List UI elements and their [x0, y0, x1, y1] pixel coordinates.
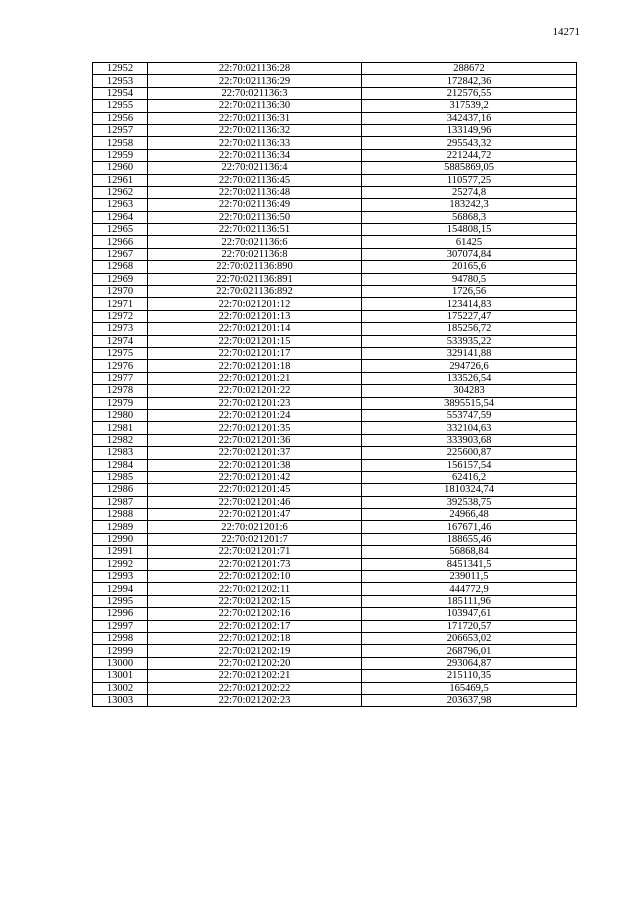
row-number-cell: 12980: [93, 409, 148, 421]
cadastral-number-cell: 22:70:021136:3: [148, 87, 362, 99]
table-row: [93, 595, 577, 607]
value-cell: 553747,59: [362, 409, 577, 421]
table-row: [93, 670, 577, 682]
row-number-cell: 12979: [93, 397, 148, 409]
row-number-cell: 12969: [93, 273, 148, 285]
cadastral-number-cell: 22:70:021136:48: [148, 186, 362, 198]
value-cell: 215110,35: [362, 670, 577, 682]
row-number-cell: 12964: [93, 211, 148, 223]
table-row: [93, 372, 577, 384]
value-cell: 293064,87: [362, 657, 577, 669]
table-row: [93, 471, 577, 483]
row-number-cell: 12965: [93, 224, 148, 236]
row-number-cell: 12972: [93, 310, 148, 322]
row-number-cell: 12997: [93, 620, 148, 632]
value-cell: 8451341,5: [362, 558, 577, 570]
row-number-cell: 13001: [93, 670, 148, 682]
table-row: [93, 385, 577, 397]
value-cell: 3895515,54: [362, 397, 577, 409]
cadastral-number-cell: 22:70:021201:12: [148, 298, 362, 310]
value-cell: 1810324,74: [362, 484, 577, 496]
value-cell: 172842,36: [362, 75, 577, 87]
row-number-cell: 12981: [93, 422, 148, 434]
page-number: 14271: [552, 26, 580, 38]
row-number-cell: 12966: [93, 236, 148, 248]
table-row: [93, 211, 577, 223]
row-number-cell: 12991: [93, 546, 148, 558]
value-cell: 20165,6: [362, 261, 577, 273]
row-number-cell: 13003: [93, 694, 148, 706]
cadastral-number-cell: 22:70:021201:18: [148, 360, 362, 372]
cadastral-number-cell: 22:70:021201:38: [148, 459, 362, 471]
value-cell: 175227,47: [362, 310, 577, 322]
table-row: [93, 199, 577, 211]
value-cell: 61425: [362, 236, 577, 248]
value-cell: 392538,75: [362, 496, 577, 508]
cadastral-number-cell: 22:70:021201:6: [148, 521, 362, 533]
cadastral-number-cell: 22:70:021201:17: [148, 347, 362, 359]
cadastral-number-cell: 22:70:021202:20: [148, 657, 362, 669]
value-cell: 165469,5: [362, 682, 577, 694]
value-cell: 167671,46: [362, 521, 577, 533]
table-row: [93, 224, 577, 236]
value-cell: 288672: [362, 63, 577, 75]
row-number-cell: 12989: [93, 521, 148, 533]
cadastral-number-cell: 22:70:021201:73: [148, 558, 362, 570]
row-number-cell: 12968: [93, 261, 148, 273]
table-row: [93, 459, 577, 471]
table-row: [93, 447, 577, 459]
cadastral-number-cell: 22:70:021201:46: [148, 496, 362, 508]
table-row: [93, 409, 577, 421]
table-row: [93, 298, 577, 310]
cadastral-number-cell: 22:70:021202:19: [148, 645, 362, 657]
cadastral-table: [92, 62, 577, 707]
row-number-cell: 12954: [93, 87, 148, 99]
value-cell: 185111,96: [362, 595, 577, 607]
value-cell: 294726,6: [362, 360, 577, 372]
row-number-cell: 12983: [93, 447, 148, 459]
row-number-cell: 12995: [93, 595, 148, 607]
table-row: [93, 87, 577, 99]
value-cell: 332104,63: [362, 422, 577, 434]
table-row: [93, 694, 577, 706]
row-number-cell: 12958: [93, 137, 148, 149]
cadastral-number-cell: 22:70:021136:34: [148, 149, 362, 161]
cadastral-number-cell: 22:70:021201:42: [148, 471, 362, 483]
cadastral-number-cell: 22:70:021202:10: [148, 571, 362, 583]
cadastral-number-cell: 22:70:021201:23: [148, 397, 362, 409]
cadastral-number-cell: 22:70:021201:37: [148, 447, 362, 459]
cadastral-number-cell: 22:70:021136:33: [148, 137, 362, 149]
row-number-cell: 12959: [93, 149, 148, 161]
cadastral-number-cell: 22:70:021201:35: [148, 422, 362, 434]
cadastral-number-cell: 22:70:021136:890: [148, 261, 362, 273]
row-number-cell: 12984: [93, 459, 148, 471]
table-row: [93, 347, 577, 359]
cadastral-number-cell: 22:70:021201:24: [148, 409, 362, 421]
value-cell: 342437,16: [362, 112, 577, 124]
cadastral-number-cell: 22:70:021201:14: [148, 323, 362, 335]
row-number-cell: 12987: [93, 496, 148, 508]
cadastral-number-cell: 22:70:021202:23: [148, 694, 362, 706]
value-cell: 268796,01: [362, 645, 577, 657]
cadastral-number-cell: 22:70:021201:7: [148, 533, 362, 545]
table-row: [93, 521, 577, 533]
cadastral-number-cell: 22:70:021202:11: [148, 583, 362, 595]
value-cell: 133526,54: [362, 372, 577, 384]
table-row: [93, 533, 577, 545]
table-row: [93, 335, 577, 347]
cadastral-number-cell: 22:70:021136:892: [148, 286, 362, 298]
value-cell: 24966,48: [362, 509, 577, 521]
value-cell: 56868,84: [362, 546, 577, 558]
row-number-cell: 12990: [93, 533, 148, 545]
table-row: [93, 149, 577, 161]
cadastral-number-cell: 22:70:021136:51: [148, 224, 362, 236]
cadastral-number-cell: 22:70:021136:32: [148, 124, 362, 136]
value-cell: 329141,88: [362, 347, 577, 359]
table-row: [93, 112, 577, 124]
cadastral-number-cell: 22:70:021136:30: [148, 100, 362, 112]
table-row: [93, 63, 577, 75]
row-number-cell: 12953: [93, 75, 148, 87]
row-number-cell: 12963: [93, 199, 148, 211]
row-number-cell: 12974: [93, 335, 148, 347]
row-number-cell: 12977: [93, 372, 148, 384]
row-number-cell: 12998: [93, 632, 148, 644]
table-row: [93, 632, 577, 644]
value-cell: 533935,22: [362, 335, 577, 347]
table-row: [93, 75, 577, 87]
row-number-cell: 12975: [93, 347, 148, 359]
table-row: [93, 682, 577, 694]
value-cell: 333903,68: [362, 434, 577, 446]
row-number-cell: 12992: [93, 558, 148, 570]
row-number-cell: 12982: [93, 434, 148, 446]
row-number-cell: 12962: [93, 186, 148, 198]
value-cell: 110577,25: [362, 174, 577, 186]
cadastral-number-cell: 22:70:021136:8: [148, 248, 362, 260]
value-cell: 185256,72: [362, 323, 577, 335]
cadastral-number-cell: 22:70:021136:50: [148, 211, 362, 223]
cadastral-number-cell: 22:70:021201:22: [148, 385, 362, 397]
value-cell: 1726,56: [362, 286, 577, 298]
table-row: [93, 558, 577, 570]
cadastral-number-cell: 22:70:021136:6: [148, 236, 362, 248]
row-number-cell: 13002: [93, 682, 148, 694]
value-cell: 221244,72: [362, 149, 577, 161]
table-row: [93, 323, 577, 335]
cadastral-number-cell: 22:70:021201:45: [148, 484, 362, 496]
row-number-cell: 12996: [93, 608, 148, 620]
table-row: [93, 248, 577, 260]
row-number-cell: 12985: [93, 471, 148, 483]
value-cell: 5885869,05: [362, 162, 577, 174]
table-row: [93, 620, 577, 632]
cadastral-number-cell: 22:70:021136:28: [148, 63, 362, 75]
table-row: [93, 509, 577, 521]
row-number-cell: 12967: [93, 248, 148, 260]
cadastral-number-cell: 22:70:021201:15: [148, 335, 362, 347]
value-cell: 156157,54: [362, 459, 577, 471]
value-cell: 295543,32: [362, 137, 577, 149]
value-cell: 304283: [362, 385, 577, 397]
table-row: [93, 496, 577, 508]
row-number-cell: 12961: [93, 174, 148, 186]
value-cell: 154808,15: [362, 224, 577, 236]
table-row: [93, 546, 577, 558]
cadastral-number-cell: 22:70:021201:21: [148, 372, 362, 384]
value-cell: 171720,57: [362, 620, 577, 632]
table-row: [93, 286, 577, 298]
cadastral-number-cell: 22:70:021202:16: [148, 608, 362, 620]
value-cell: 123414,83: [362, 298, 577, 310]
cadastral-number-cell: 22:70:021136:31: [148, 112, 362, 124]
table-row: [93, 571, 577, 583]
value-cell: 94780,5: [362, 273, 577, 285]
row-number-cell: 12978: [93, 385, 148, 397]
cadastral-number-cell: 22:70:021136:29: [148, 75, 362, 87]
row-number-cell: 13000: [93, 657, 148, 669]
row-number-cell: 12957: [93, 124, 148, 136]
value-cell: 25274,8: [362, 186, 577, 198]
row-number-cell: 12956: [93, 112, 148, 124]
cadastral-number-cell: 22:70:021201:13: [148, 310, 362, 322]
row-number-cell: 12973: [93, 323, 148, 335]
value-cell: 56868,3: [362, 211, 577, 223]
table-row: [93, 162, 577, 174]
row-number-cell: 12999: [93, 645, 148, 657]
table-row: [93, 397, 577, 409]
cadastral-number-cell: 22:70:021201:47: [148, 509, 362, 521]
table-body: [93, 63, 577, 707]
value-cell: 206653,02: [362, 632, 577, 644]
table-row: [93, 608, 577, 620]
value-cell: 188655,46: [362, 533, 577, 545]
cadastral-number-cell: 22:70:021202:18: [148, 632, 362, 644]
row-number-cell: 12971: [93, 298, 148, 310]
row-number-cell: 12986: [93, 484, 148, 496]
value-cell: 203637,98: [362, 694, 577, 706]
cadastral-number-cell: 22:70:021136:45: [148, 174, 362, 186]
value-cell: 62416,2: [362, 471, 577, 483]
cadastral-number-cell: 22:70:021201:36: [148, 434, 362, 446]
table-row: [93, 657, 577, 669]
value-cell: 225600,87: [362, 447, 577, 459]
table-row: [93, 100, 577, 112]
row-number-cell: 12994: [93, 583, 148, 595]
table-row: [93, 583, 577, 595]
table-row: [93, 273, 577, 285]
table-row: [93, 310, 577, 322]
row-number-cell: 12988: [93, 509, 148, 521]
value-cell: 212576,55: [362, 87, 577, 99]
cadastral-number-cell: 22:70:021202:21: [148, 670, 362, 682]
cadastral-number-cell: 22:70:021136:891: [148, 273, 362, 285]
row-number-cell: 12952: [93, 63, 148, 75]
value-cell: 307074,84: [362, 248, 577, 260]
cadastral-number-cell: 22:70:021201:71: [148, 546, 362, 558]
row-number-cell: 12955: [93, 100, 148, 112]
value-cell: 239011,5: [362, 571, 577, 583]
value-cell: 317539,2: [362, 100, 577, 112]
table-row: [93, 261, 577, 273]
cadastral-number-cell: 22:70:021202:15: [148, 595, 362, 607]
table-row: [93, 124, 577, 136]
table-row: [93, 236, 577, 248]
row-number-cell: 12960: [93, 162, 148, 174]
table-row: [93, 186, 577, 198]
table-row: [93, 174, 577, 186]
row-number-cell: 12970: [93, 286, 148, 298]
value-cell: 103947,61: [362, 608, 577, 620]
table-row: [93, 422, 577, 434]
table-row: [93, 434, 577, 446]
value-cell: 133149,96: [362, 124, 577, 136]
row-number-cell: 12993: [93, 571, 148, 583]
cadastral-number-cell: 22:70:021202:17: [148, 620, 362, 632]
row-number-cell: 12976: [93, 360, 148, 372]
value-cell: 183242,3: [362, 199, 577, 211]
cadastral-number-cell: 22:70:021136:4: [148, 162, 362, 174]
cadastral-number-cell: 22:70:021136:49: [148, 199, 362, 211]
value-cell: 444772,9: [362, 583, 577, 595]
table-row: [93, 137, 577, 149]
table-row: [93, 484, 577, 496]
table-row: [93, 645, 577, 657]
table-row: [93, 360, 577, 372]
cadastral-number-cell: 22:70:021202:22: [148, 682, 362, 694]
